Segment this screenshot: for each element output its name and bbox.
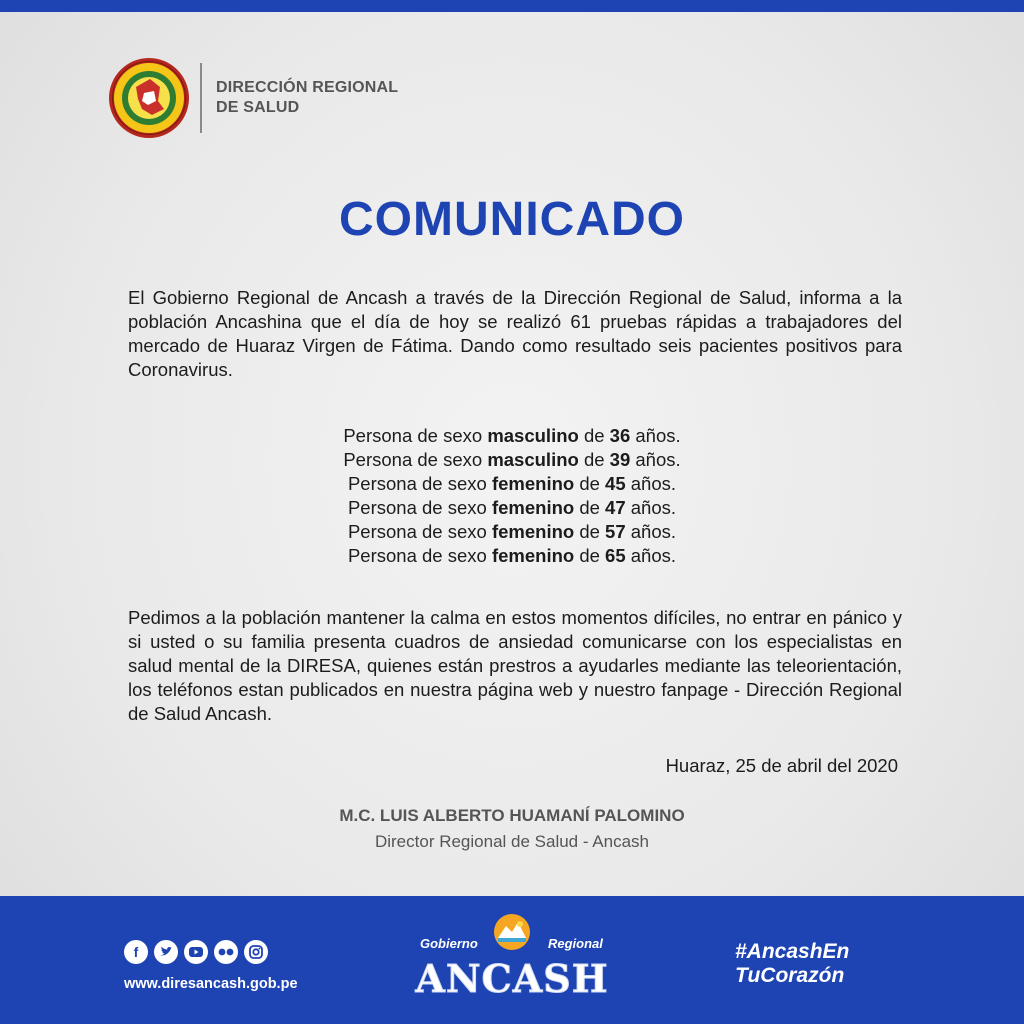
signatory-name: M.C. LUIS ALBERTO HUAMANÍ PALOMINO (339, 806, 685, 825)
org-name (216, 78, 398, 118)
social-links (124, 940, 268, 964)
gobierno-regional-ancash-logo (412, 912, 612, 1012)
case-list (0, 424, 1024, 568)
facebook-icon[interactable]: f (124, 940, 148, 964)
brand-word-regional: Regional (548, 936, 603, 951)
org-name-line1: DIRECCIÓN REGIONAL (216, 79, 399, 96)
case-line: Persona de sexo femenino de 65 años. (347, 545, 677, 566)
hashtag-line2: TuCorazón (735, 964, 845, 987)
hashtag-line1: #AncashEn (735, 940, 850, 963)
signatory-role: Director Regional de Salud - Ancash (374, 832, 650, 851)
twitter-icon[interactable] (154, 940, 178, 964)
ancash-emblem-icon (492, 912, 532, 952)
website-link[interactable]: www.diresancash.gob.pe (124, 976, 298, 992)
flickr-icon[interactable] (214, 940, 238, 964)
case-line: Persona de sexo masculino de 39 años. (343, 449, 681, 470)
closing-paragraph: Pedimos a la población mantener la calma en estos momentos difíciles, no entrar en pánico y si usted o su familia presenta cuadros de ansiedad comunicarse con los especialistas en salud mental de la DIRESA, quienes están prestros a ayudarles mediante las teleorientación, los teléfonos estan publicados en nuestra página web y nuestro fanpage - Dirección Regional de Salud Ancash. (128, 607, 902, 724)
org-name-line2: DE SALUD (216, 99, 300, 116)
intro-paragraph: El Gobierno Regional de Ancash a través de la Dirección Regional de Salud, informa a la población Ancashina que el día de hoy se realizó 61 pruebas rápidas a trabajadores del mercado de Huaraz Virgen de Fátima. Dando como resultado seis pacientes positivos para Coronavirus. (128, 287, 902, 380)
brand-word-gobierno: Gobierno (420, 936, 478, 951)
case-line: Persona de sexo femenino de 57 años. (347, 521, 677, 542)
page-title: COMUNICADO (339, 193, 685, 246)
case-line: Persona de sexo masculino de 36 años. (343, 425, 681, 446)
case-line: Persona de sexo femenino de 47 años. (347, 497, 677, 518)
diresa-seal-logo (108, 57, 190, 139)
hashtag (735, 940, 849, 988)
case-line: Persona de sexo femenino de 45 años. (347, 473, 677, 494)
header-divider (200, 63, 202, 133)
header (108, 56, 398, 140)
youtube-icon[interactable] (184, 940, 208, 964)
brand-name: ANCASH (415, 956, 609, 1001)
instagram-icon[interactable] (244, 940, 268, 964)
top-accent-bar (0, 0, 1024, 12)
date-line: Huaraz, 25 de abril del 2020 (665, 755, 898, 776)
